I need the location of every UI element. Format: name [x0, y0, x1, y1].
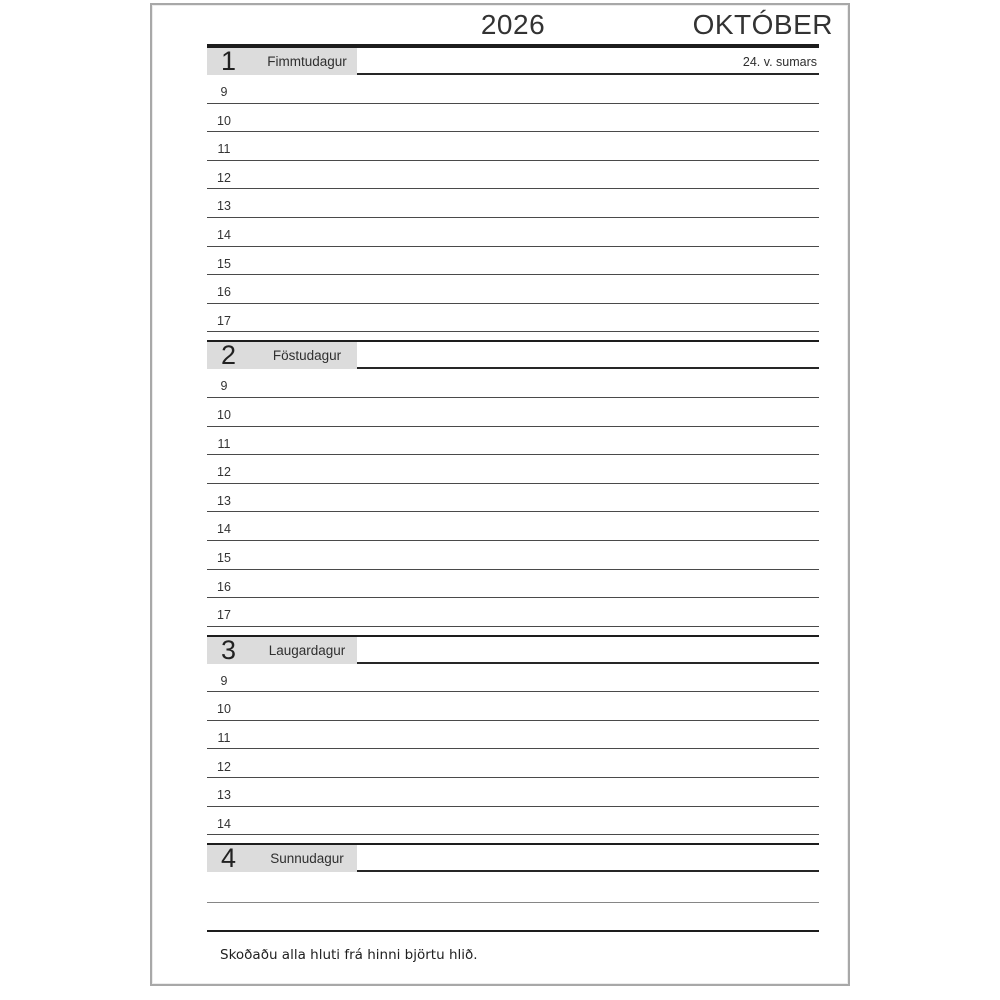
hour-label: 9 — [220, 85, 228, 100]
day-header — [207, 635, 819, 664]
hour-label: 11 — [217, 730, 231, 745]
hour-row — [207, 161, 819, 190]
hour-label: 9 — [220, 379, 228, 394]
day-number: 3 — [221, 634, 237, 665]
blank-rule-dark — [207, 903, 819, 932]
day-name: Fimmtudagur — [267, 54, 347, 69]
hour-label: 13 — [217, 788, 231, 803]
hour-label: 17 — [217, 313, 231, 328]
day-box — [207, 634, 357, 665]
year-label: 2026 — [480, 9, 546, 40]
hour-row — [207, 369, 819, 398]
hour-label: 14 — [217, 816, 231, 831]
week-note — [817, 658, 819, 662]
hour-label: 14 — [217, 228, 231, 243]
day-hours — [207, 664, 819, 836]
hour-row — [207, 749, 819, 778]
hour-label: 14 — [217, 522, 231, 537]
day-section-2 — [207, 340, 819, 626]
hour-row — [207, 778, 819, 807]
footer-quote: Skoðaðu alla hluti frá hinni björtu hlið. — [220, 947, 478, 964]
day-box — [207, 342, 357, 369]
hour-label: 13 — [217, 199, 231, 214]
day-header-rule — [357, 637, 819, 664]
hour-row — [207, 427, 819, 456]
hour-row — [207, 247, 819, 276]
day-name: Sunnudagur — [270, 851, 344, 867]
day-hours — [207, 369, 819, 626]
week-note: 24. v. sumars — [742, 55, 817, 69]
hour-row — [207, 541, 819, 570]
day-box — [207, 845, 357, 872]
hour-label: 12 — [217, 170, 231, 185]
month-label: OKTÓBER — [692, 9, 833, 40]
hour-row — [207, 598, 819, 627]
day-header — [207, 843, 819, 872]
hour-label: 17 — [217, 608, 231, 623]
hour-label: 11 — [217, 436, 231, 451]
hour-row — [207, 721, 819, 750]
day-number: 4 — [221, 843, 237, 874]
day-section-4 — [207, 843, 819, 872]
hour-label: 16 — [217, 579, 231, 594]
day-number: 2 — [221, 340, 237, 371]
hour-label: 16 — [217, 285, 231, 300]
day-name: Föstudagur — [272, 348, 342, 364]
hour-row — [207, 455, 819, 484]
hour-label: 10 — [217, 113, 231, 128]
hour-row — [207, 75, 819, 104]
day-number: 1 — [221, 46, 237, 76]
page-content — [207, 5, 833, 964]
hour-row — [207, 484, 819, 513]
hour-row — [207, 664, 819, 693]
hour-row — [207, 132, 819, 161]
hour-row — [207, 398, 819, 427]
week-note — [817, 363, 819, 367]
day-header — [207, 46, 819, 75]
hour-label: 10 — [217, 702, 231, 717]
hour-row — [207, 218, 819, 247]
day-hours — [207, 75, 819, 332]
hour-label: 10 — [217, 408, 231, 423]
day-name: Laugardagur — [268, 642, 346, 658]
planner-page — [150, 3, 850, 986]
page-title — [207, 5, 833, 46]
day-box — [207, 48, 357, 75]
week-note — [817, 866, 819, 870]
hour-label: 15 — [217, 551, 231, 565]
hour-label: 11 — [217, 142, 231, 157]
hour-row — [207, 104, 819, 133]
hour-row — [207, 570, 819, 599]
day-header — [207, 340, 819, 369]
hour-row — [207, 304, 819, 333]
day-header-rule — [357, 48, 819, 75]
blank-rule-light — [207, 872, 819, 903]
hour-label: 12 — [217, 759, 231, 774]
day-section-3 — [207, 635, 819, 836]
day-header-rule — [357, 845, 819, 872]
hour-label: 15 — [217, 256, 231, 271]
hour-row — [207, 275, 819, 304]
hour-row — [207, 512, 819, 541]
hour-label: 13 — [217, 493, 231, 508]
hour-row — [207, 807, 819, 836]
hour-label: 12 — [217, 465, 231, 480]
hour-row — [207, 692, 819, 721]
day-header-rule — [357, 342, 819, 369]
hour-row — [207, 189, 819, 218]
day-section-1 — [207, 46, 819, 332]
hour-label: 9 — [220, 673, 228, 688]
